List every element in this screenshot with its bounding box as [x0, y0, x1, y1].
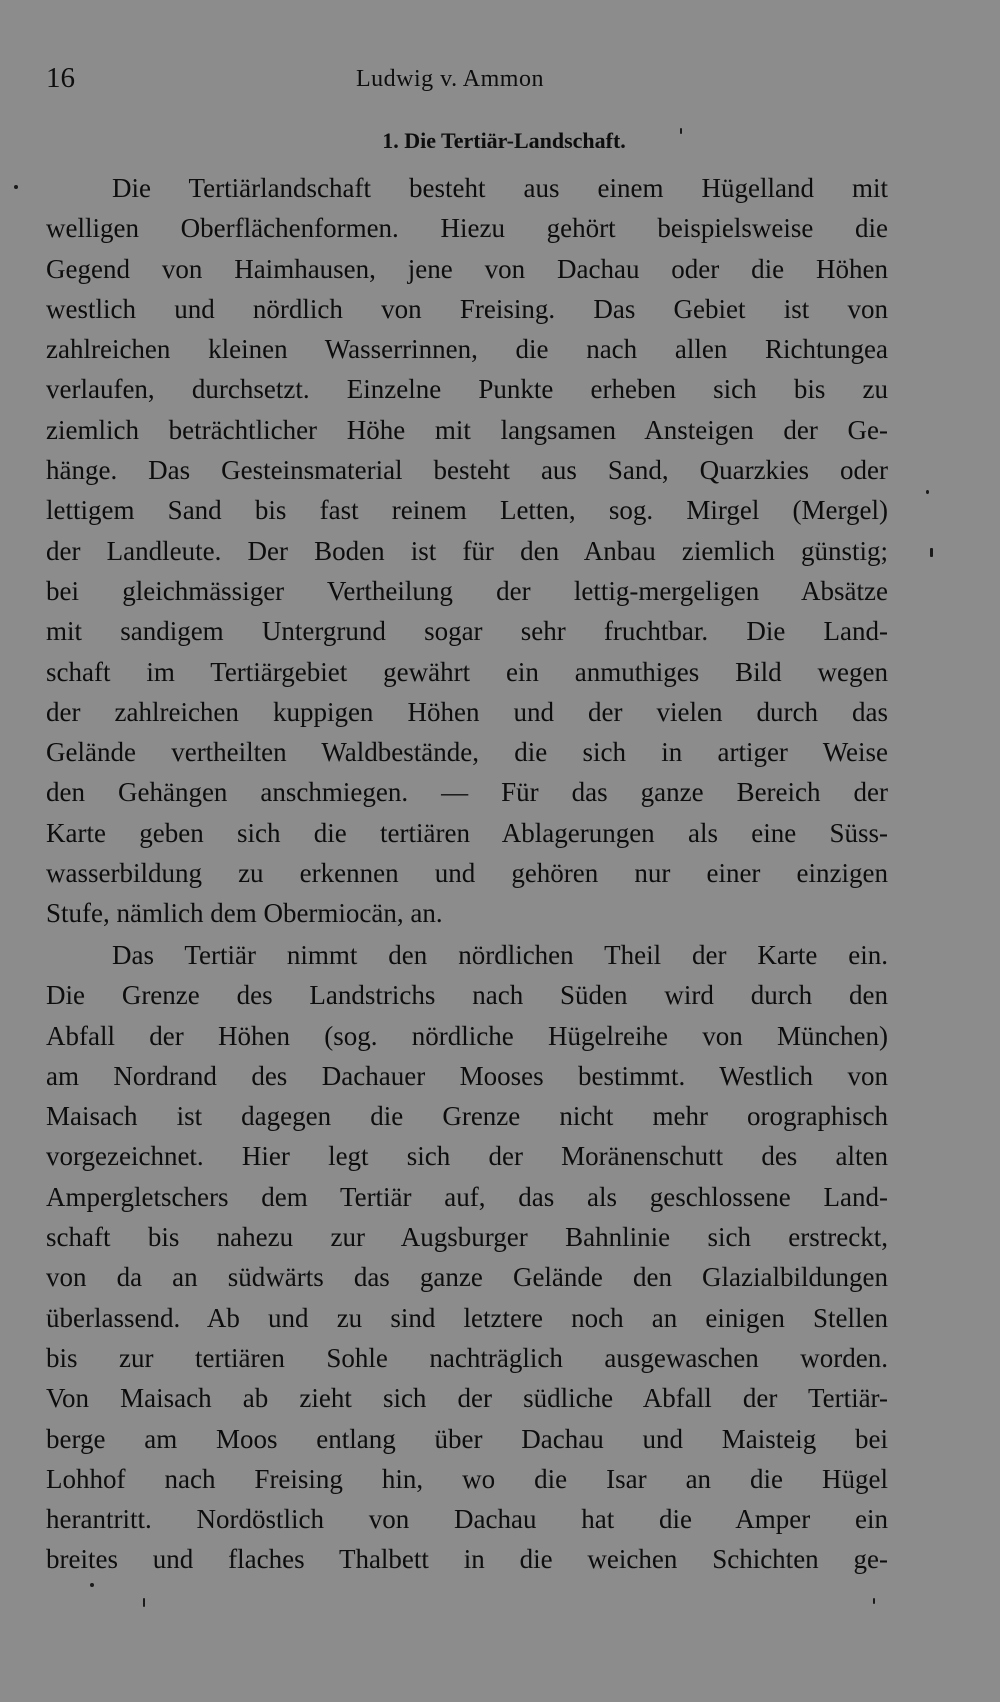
- text-line: lettigem Sand bis fast reinem Letten, sog. Mirgel (Mergel): [46, 495, 888, 526]
- paragraph: [46, 935, 888, 1580]
- text-line: Stufe, nämlich dem Obermiocän, an.: [46, 898, 443, 929]
- text-line: Die Tertiärlandschaft besteht aus einem Hügelland mit: [112, 173, 888, 203]
- text-line: schaft bis nahezu zur Augsburger Bahnlinie sich erstreckt,: [46, 1222, 888, 1253]
- paragraph: [46, 168, 888, 934]
- scan-speck: [930, 548, 933, 557]
- page-number: 16: [46, 62, 75, 94]
- text-line: Gegend von Haimhausen, jene von Dachau oder die Höhen: [46, 253, 888, 284]
- text-line: von da an südwärts das ganze Gelände den Glazialbildungen: [46, 1262, 888, 1293]
- text-line: westlich und nördlich von Freising. Das Gebiet ist von: [46, 293, 888, 324]
- text-line: am Nordrand des Dachauer Mooses bestimmt. Westlich von: [46, 1060, 888, 1091]
- text-line: der zahlreichen kuppigen Höhen und der vielen durch das: [46, 696, 888, 727]
- scan-speck: [143, 1598, 145, 1607]
- text-line: überlassend. Ab und zu sind letztere noch an einigen Stellen: [46, 1302, 888, 1333]
- text-line: Die Grenze des Landstrichs nach Süden wird durch den: [46, 980, 888, 1011]
- text-line: Lohhof nach Freising hin, wo die Isar an die Hügel: [46, 1463, 888, 1494]
- page-header: [0, 62, 1000, 102]
- text-line: Von Maisach ab zieht sich der südliche Abfall der Tertiär-: [46, 1383, 888, 1414]
- text-line: bei gleichmässiger Vertheilung der lettig-mergeligen Absätze: [46, 575, 888, 606]
- scan-speck: [680, 128, 682, 134]
- text-line: welligen Oberflächenformen. Hiezu gehört beispielsweise die: [46, 213, 888, 244]
- scan-speck: [90, 1583, 94, 1587]
- text-line: der Landleute. Der Boden ist für den Anbau ziemlich günstig;: [46, 535, 888, 566]
- scan-speck: [926, 490, 929, 494]
- text-line: herantritt. Nordöstlich von Dachau hat die Amper ein: [46, 1504, 888, 1535]
- text-line: verlaufen, durchsetzt. Einzelne Punkte erheben sich bis zu: [46, 374, 888, 405]
- text-line: ziemlich beträchtlicher Höhe mit langsamen Ansteigen der Ge-: [46, 414, 888, 445]
- text-line: den Gehängen anschmiegen. — Für das ganze Bereich der: [46, 777, 888, 808]
- text-line: bis zur tertiären Sohle nachträglich ausgewaschen worden.: [46, 1342, 888, 1373]
- scan-speck: [14, 185, 18, 189]
- text-line: hänge. Das Gesteinsmaterial besteht aus Sand, Quarzkies oder: [46, 455, 888, 486]
- text-line: Gelände vertheilten Waldbestände, die sich in artiger Weise: [46, 737, 888, 768]
- text-line: berge am Moos entlang über Dachau und Maisteig bei: [46, 1423, 888, 1454]
- text-line: Maisach ist dagegen die Grenze nicht mehr orographisch: [46, 1101, 888, 1132]
- text-line: Das Tertiär nimmt den nördlichen Theil der Karte ein.: [112, 940, 888, 970]
- section-heading: 1. Die Tertiär-Landschaft.: [382, 128, 626, 153]
- text-line: Ampergletschers dem Tertiär auf, das als geschlossene Land-: [46, 1181, 888, 1212]
- text-line: schaft im Tertiärgebiet gewährt ein anmuthiges Bild wegen: [46, 656, 888, 687]
- scan-speck: [873, 1598, 875, 1604]
- text-line: mit sandigem Untergrund sogar sehr fruchtbar. Die Land-: [46, 616, 888, 647]
- text-line: wasserbildung zu erkennen und gehören nur einer einzigen: [46, 858, 888, 889]
- text-line: Karte geben sich die tertiären Ablagerungen als eine Süss-: [46, 817, 888, 848]
- text-line: Abfall der Höhen (sog. nördliche Hügelreihe von München): [46, 1020, 888, 1051]
- text-line: vorgezeichnet. Hier legt sich der Moränenschutt des alten: [46, 1141, 888, 1172]
- running-head: Ludwig v. Ammon: [356, 66, 544, 92]
- text-line: zahlreichen kleinen Wasserrinnen, die nach allen Richtungea: [46, 334, 888, 365]
- text-line: breites und flaches Thalbett in die weichen Schichten ge-: [46, 1544, 888, 1575]
